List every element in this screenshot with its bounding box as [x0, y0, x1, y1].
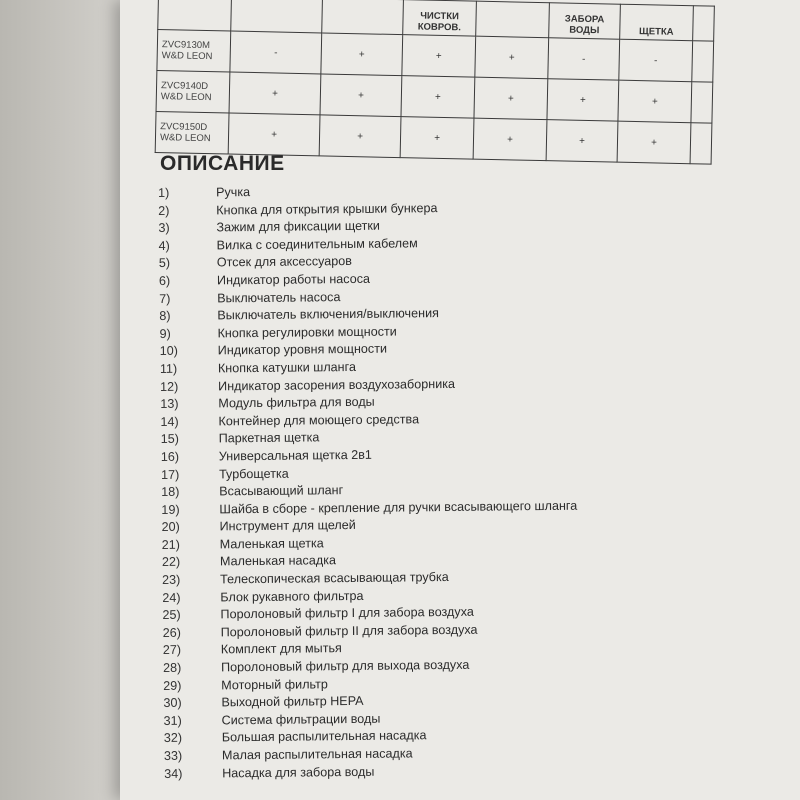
feature-mark-cell: +: [618, 80, 692, 123]
feature-mark-cell: +: [473, 118, 547, 161]
item-number: 19): [161, 502, 180, 517]
item-number: 12): [160, 379, 179, 394]
item-number: 33): [163, 748, 183, 763]
item-text: Контейнер для моющего средства: [218, 411, 420, 429]
item-number: 10): [159, 344, 179, 359]
item-text: Инструмент для щелей: [219, 518, 356, 534]
feature-mark-cell: -: [230, 31, 322, 74]
item-text: Индикатор работы насоса: [216, 271, 371, 288]
item-text: Маленькая щетка: [219, 536, 324, 552]
item-number: 18): [161, 484, 180, 500]
item-text: Зажим для фиксации щетки: [216, 218, 381, 235]
item-text: Кнопка для открытия крышки бункера: [216, 200, 438, 217]
item-text: Всасывающий шланг: [219, 483, 344, 499]
model-name-cell: ZVC9140D W&D LEON: [156, 70, 230, 113]
book-spine-shadow: [0, 0, 120, 800]
item-text: Малая распылительная насадка: [221, 746, 413, 763]
feature-mark-cell: +: [401, 76, 475, 119]
item-text: Турбощетка: [218, 466, 289, 481]
feature-mark-cell: +: [228, 113, 320, 156]
parts-description-list: [158, 180, 724, 784]
item-text: Индикатор засорения воздухозаборника: [218, 376, 456, 393]
feature-mark-cell: -: [619, 39, 693, 82]
item-number: 24): [162, 590, 181, 605]
item-number: 31): [163, 713, 182, 728]
item-text: Моторный фильтр: [221, 676, 328, 692]
item-text: Кнопка катушки шланга: [217, 359, 356, 376]
item-number: 30): [163, 696, 182, 711]
item-text: Ручка: [215, 185, 251, 200]
item-text: Паркетная щетка: [218, 430, 320, 446]
item-number: 7): [159, 291, 171, 306]
item-number: 6): [158, 273, 171, 288]
item-text: Индикатор уровня мощности: [217, 341, 388, 358]
item-text: Универсальная щетка 2в1: [218, 447, 372, 464]
item-number: 3): [158, 221, 170, 236]
item-text: Выключатель включения/выключения: [217, 306, 439, 323]
item-number: 16): [160, 449, 180, 464]
feature-mark-cell: +: [400, 117, 474, 160]
spec-header-cell: ЩЕТКА: [620, 4, 694, 41]
feature-mark-cell: +: [229, 72, 321, 115]
section-title: ОПИСАНИЕ: [160, 152, 285, 175]
item-number: 13): [160, 396, 179, 412]
item-number: 20): [161, 520, 180, 535]
item-text: Поролоновый фильтр для выхода воздуха: [220, 657, 470, 675]
spec-header-cell: ЗАБОРА ВОДЫ: [549, 3, 621, 39]
spec-header-cell: [476, 1, 550, 38]
model-spec-table: [155, 0, 715, 165]
feature-mark-cell: +: [475, 36, 549, 79]
item-text: Шайба в сборе - крепление для ручки всасывающего шланга: [219, 498, 578, 517]
item-number: 14): [160, 414, 179, 429]
feature-mark-cell: +: [546, 120, 618, 162]
spec-table-body: [155, 0, 714, 164]
item-text: Большая распылительная насадка: [221, 728, 427, 745]
item-number: 8): [159, 309, 171, 324]
item-number: 28): [162, 660, 182, 676]
item-text: Отсек для аксессуаров: [216, 254, 353, 270]
item-number: 27): [162, 643, 182, 658]
spec-header-cell: [322, 0, 404, 35]
item-number: 34): [164, 766, 183, 781]
item-number: 11): [159, 361, 178, 376]
item-text: Блок рукавного фильтра: [220, 588, 364, 605]
item-number: 9): [159, 326, 171, 341]
item-number: 1): [158, 185, 170, 200]
item-text: Поролоновый фильтр I для забора воздуха: [220, 604, 474, 622]
item-number: 23): [162, 572, 181, 588]
item-number: 2): [158, 203, 170, 218]
feature-mark-cell: +: [319, 115, 401, 158]
item-number: 4): [158, 238, 170, 253]
item-text: Вилка с соединительным кабелем: [216, 236, 418, 253]
feature-mark-cell: +: [617, 121, 691, 164]
item-text: Поролоновый фильтр II для забора воздуха: [220, 622, 478, 640]
feature-mark-cell: +: [547, 79, 619, 121]
model-name-cell: ZVC9150D W&D LEON: [155, 111, 229, 154]
feature-mark-cell: +: [474, 77, 548, 120]
item-number: 17): [160, 467, 180, 482]
item-number: 29): [163, 678, 182, 693]
item-text: Комплект для мытья: [220, 641, 342, 657]
feature-mark-cell: [690, 123, 712, 164]
feature-mark-cell: [692, 41, 714, 82]
item-text: Система фильтрации воды: [221, 711, 381, 728]
feature-mark-cell: +: [320, 74, 402, 117]
item-text: Маленькая насадка: [219, 553, 337, 569]
item-number: 15): [160, 432, 179, 447]
spec-header-cell: [158, 0, 232, 31]
feature-mark-cell: [691, 82, 713, 123]
item-text: Выходной фильтр HEPA: [221, 694, 364, 710]
item-number: 22): [161, 555, 181, 570]
spec-header-cell: [231, 0, 323, 33]
item-text: Кнопка регулировки мощности: [217, 324, 397, 341]
feature-mark-cell: +: [402, 35, 476, 78]
item-number: 5): [158, 256, 171, 271]
item-number: 21): [161, 537, 181, 552]
item-text: Модуль фильтра для воды: [218, 394, 375, 411]
spec-header-cell: [693, 6, 715, 41]
spec-header-cell: ЧИСТКИ КОВРОВ.: [403, 0, 477, 36]
item-number: 25): [162, 608, 181, 623]
item-text: Телескопическая всасывающая трубка: [220, 570, 449, 587]
feature-mark-cell: +: [321, 33, 403, 76]
item-text: Выключатель насоса: [217, 289, 341, 305]
feature-mark-cell: -: [548, 38, 620, 80]
model-name-cell: ZVC9130M W&D LEON: [157, 30, 231, 73]
item-number: 26): [162, 625, 181, 640]
item-text: Насадка для забора воды: [222, 764, 375, 780]
item-number: 32): [163, 731, 183, 746]
